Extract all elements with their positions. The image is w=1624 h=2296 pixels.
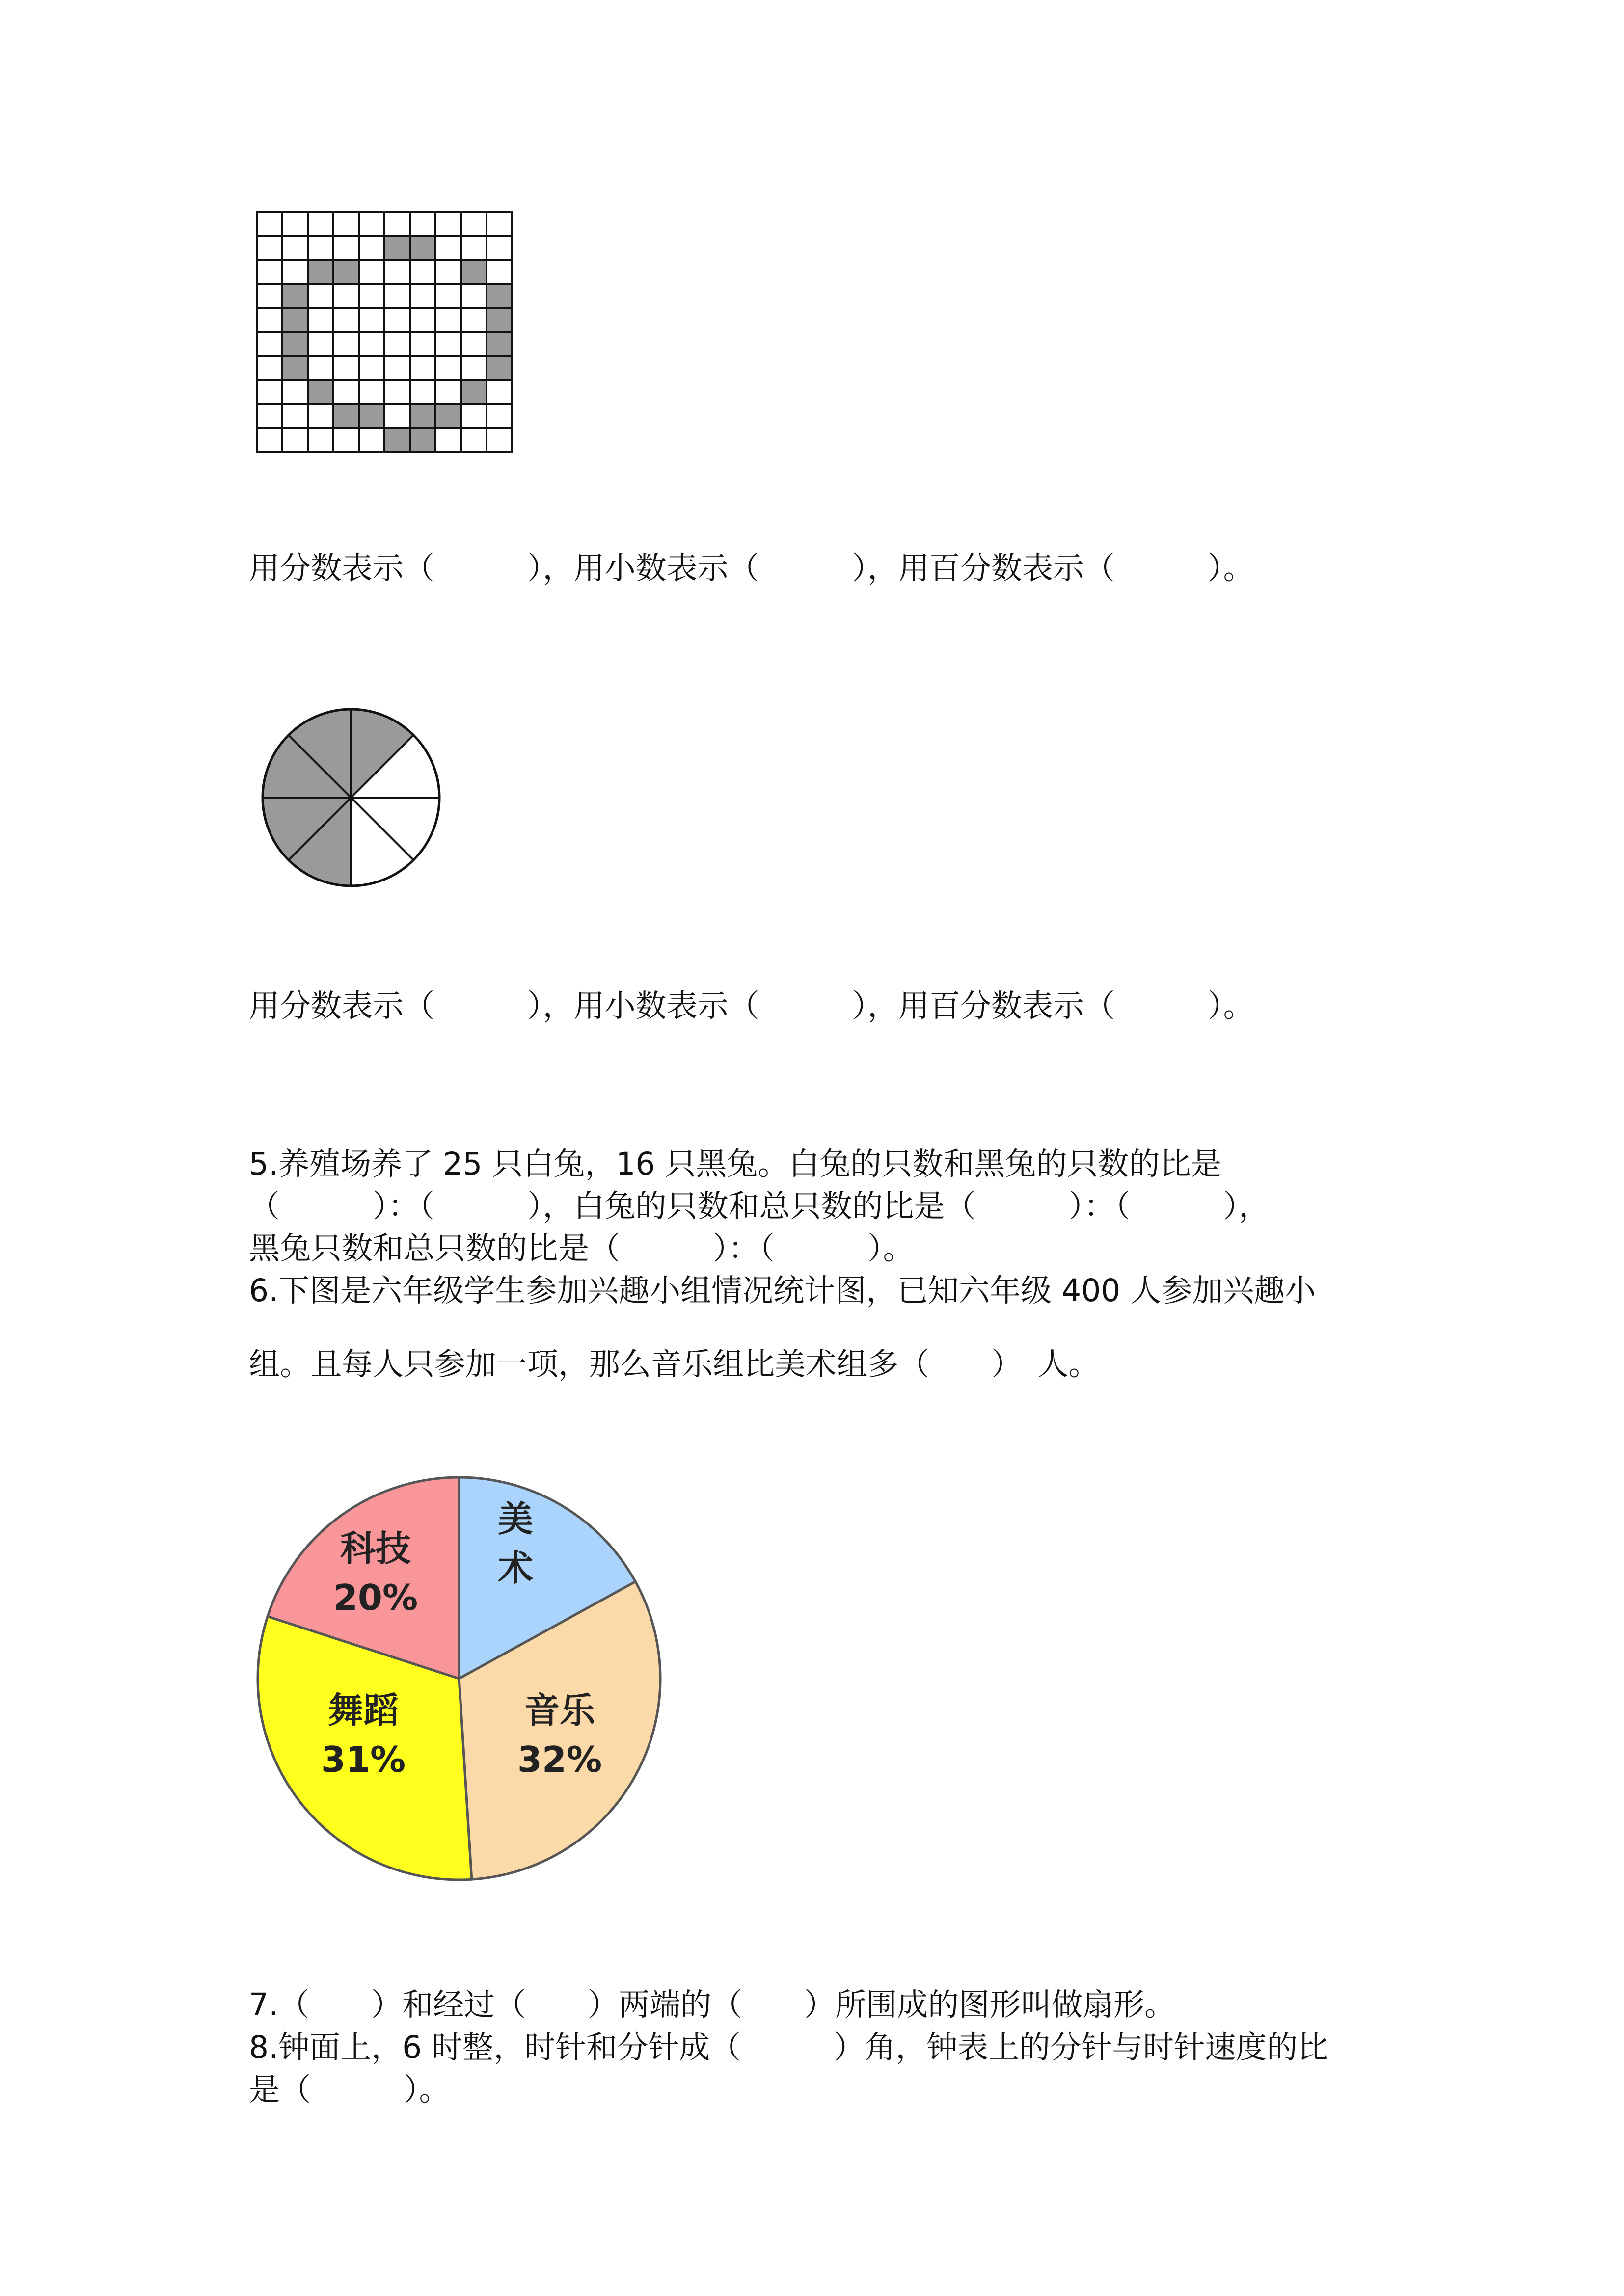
grid-cell-shaded — [384, 428, 410, 452]
grid-cell — [384, 212, 410, 236]
grid-cell-shaded — [282, 308, 308, 332]
grid-cell-shaded — [487, 284, 512, 308]
grid-cell-shaded — [435, 404, 461, 428]
grid-cell — [359, 236, 384, 260]
grid-cell — [359, 308, 384, 332]
grid-cell — [333, 380, 359, 404]
grid-cell — [461, 428, 487, 452]
grid-cell — [487, 380, 512, 404]
grid-cell — [308, 428, 333, 452]
grid-cell-shaded — [487, 356, 512, 380]
pie-label-美术-0: 美 — [497, 1498, 534, 1540]
grid-fill-in-question: 用分数表示（ ），用小数表示（ ），用百分数表示（ ）。 — [249, 550, 1254, 586]
grid-cell — [384, 308, 410, 332]
grid-cell — [410, 332, 435, 356]
grid-cell-shaded — [384, 236, 410, 260]
grid-cell — [461, 284, 487, 308]
q6-line-1: 6.下图是六年级学生参加兴趣小组情况统计图，已知六年级 400 人参加兴趣小 — [249, 1273, 1316, 1308]
grid-cell — [435, 284, 461, 308]
q5-line-2: （ ）：（ ），白兔的只数和总只数的比是（ ）：（ ）， — [249, 1188, 1270, 1224]
grid-cell — [359, 380, 384, 404]
grid-cell — [308, 308, 333, 332]
grid-cell-shaded — [487, 332, 512, 356]
grid-cell — [487, 236, 512, 260]
q7-line-1: 7.（ ）和经过（ ）两端的（ ）所围成的图形叫做扇形。 — [249, 1987, 1176, 2023]
pie-label-舞蹈-1: 31% — [321, 1739, 406, 1780]
grid-cell — [487, 428, 512, 452]
grid-cell — [410, 308, 435, 332]
grid-cell — [487, 212, 512, 236]
grid-cell — [461, 212, 487, 236]
grid-cell-shaded — [308, 260, 333, 284]
q5-line-3: 黑兔只数和总只数的比是（ ）：（ ）。 — [249, 1230, 914, 1266]
grid-cell — [435, 236, 461, 260]
interest-group-pie-chart — [250, 1468, 668, 1890]
grid-cell — [435, 212, 461, 236]
grid-cell — [333, 284, 359, 308]
grid-cell — [257, 212, 282, 236]
grid-cell — [257, 284, 282, 308]
grid-cell — [384, 380, 410, 404]
grid-cell — [282, 428, 308, 452]
q5-line-1: 5.养殖场养了 25 只白兔，16 只黑兔。白兔的只数和黑兔的只数的比是 — [249, 1146, 1222, 1182]
pie-label-科技-1: 20% — [333, 1577, 418, 1618]
grid-cell — [461, 404, 487, 428]
grid-cell-shaded — [282, 332, 308, 356]
grid-cell-shaded — [308, 380, 333, 404]
grid-cell — [308, 212, 333, 236]
grid-cell — [384, 356, 410, 380]
grid-cell — [435, 428, 461, 452]
grid-cell — [308, 236, 333, 260]
grid-cell — [410, 356, 435, 380]
grid-cell — [333, 236, 359, 260]
grid-cell — [282, 212, 308, 236]
grid-cell — [384, 404, 410, 428]
grid-cell — [435, 260, 461, 284]
grid-cell — [282, 404, 308, 428]
pie-label-美术-1: 术 — [497, 1548, 534, 1589]
grid-cell — [257, 404, 282, 428]
grid-cell — [308, 404, 333, 428]
grid-cell — [257, 380, 282, 404]
grid-cell — [282, 380, 308, 404]
grid-cell — [257, 308, 282, 332]
grid-cell — [359, 428, 384, 452]
grid-cell-shaded — [461, 380, 487, 404]
grid-cell — [359, 260, 384, 284]
q8-line-1: 8.钟面上，6 时整，时针和分针成（ ）角，钟表上的分针与时针速度的比 — [249, 2029, 1329, 2065]
grid-cell — [435, 380, 461, 404]
grid-cell — [359, 332, 384, 356]
grid-cell — [308, 332, 333, 356]
grid-cell-shaded — [359, 404, 384, 428]
grid-cell — [410, 260, 435, 284]
grid-cell-shaded — [333, 404, 359, 428]
grid-cell — [333, 332, 359, 356]
grid-figure — [255, 210, 515, 455]
pie-label-舞蹈-0: 舞蹈 — [327, 1690, 399, 1731]
grid-cell — [282, 260, 308, 284]
grid-cell — [257, 260, 282, 284]
circle-figure — [255, 702, 447, 893]
grid-cell — [333, 356, 359, 380]
grid-cell — [410, 212, 435, 236]
pie-label-音乐-0: 音乐 — [524, 1690, 595, 1731]
grid-cell — [257, 332, 282, 356]
grid-cell — [461, 236, 487, 260]
grid-cell-shaded — [333, 260, 359, 284]
grid-cell — [257, 236, 282, 260]
grid-cell — [487, 260, 512, 284]
grid-cell — [461, 308, 487, 332]
pie-label-科技-0: 科技 — [340, 1528, 411, 1569]
grid-cell — [435, 332, 461, 356]
grid-cell — [257, 356, 282, 380]
grid-cell — [359, 212, 384, 236]
q8-line-2: 是（ ）。 — [249, 2072, 450, 2108]
grid-cell — [461, 332, 487, 356]
grid-cell-shaded — [282, 284, 308, 308]
grid-cell — [308, 356, 333, 380]
grid-cell-shaded — [410, 236, 435, 260]
grid-cell — [487, 404, 512, 428]
grid-cell — [359, 284, 384, 308]
grid-cell — [308, 284, 333, 308]
grid-cell — [410, 284, 435, 308]
grid-cell — [257, 428, 282, 452]
grid-cell — [384, 332, 410, 356]
grid-cell-shaded — [410, 428, 435, 452]
grid-cell-shaded — [487, 308, 512, 332]
grid-cell — [384, 284, 410, 308]
pie-label-音乐-1: 32% — [517, 1739, 602, 1780]
grid-cell — [410, 380, 435, 404]
grid-cell — [435, 308, 461, 332]
grid-cell — [333, 428, 359, 452]
grid-cell — [435, 356, 461, 380]
circle-fill-in-question: 用分数表示（ ），用小数表示（ ），用百分数表示（ ）。 — [249, 988, 1254, 1024]
grid-cell — [461, 356, 487, 380]
grid-cell — [333, 212, 359, 236]
grid-cell — [359, 356, 384, 380]
q6-line-2: 组。且每人只参加一项，那么音乐组比美术组多（ ） 人。 — [249, 1346, 1100, 1382]
grid-cell — [333, 308, 359, 332]
grid-cell-shaded — [410, 404, 435, 428]
grid-cell-shaded — [461, 260, 487, 284]
grid-cell — [282, 236, 308, 260]
grid-cell-shaded — [282, 356, 308, 380]
grid-cell — [384, 260, 410, 284]
